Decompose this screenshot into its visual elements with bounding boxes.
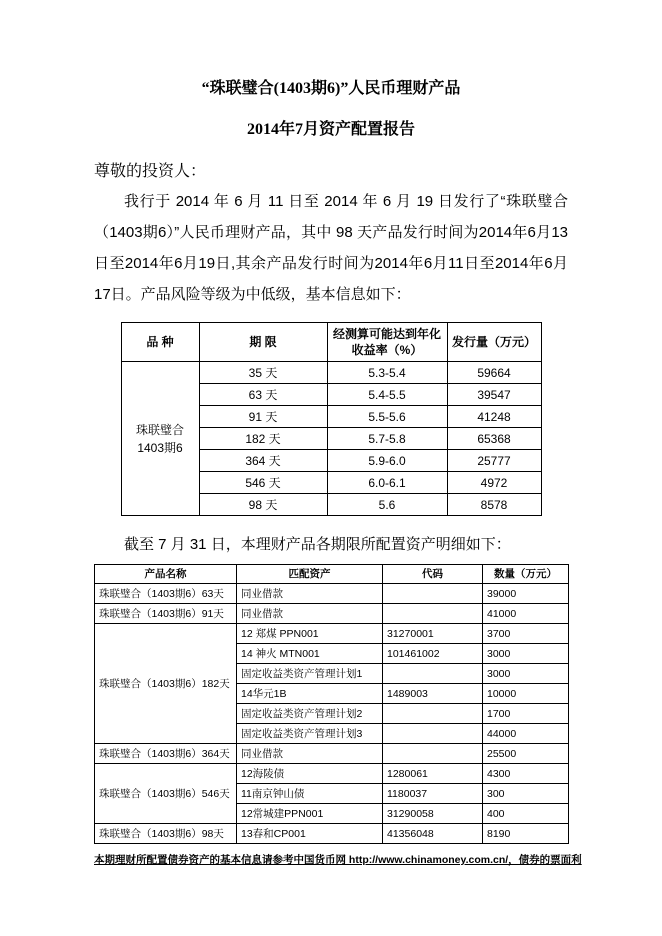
rate-cell: 6.0-6.1 (327, 472, 447, 494)
table-row (95, 824, 569, 844)
asset-cell: 12 郑煤 PPN001 (237, 624, 383, 644)
col-header-quantity: 数量（万元） (483, 565, 569, 584)
qty-cell: 1700 (483, 704, 569, 724)
col-header-product-name: 产品名称 (95, 565, 237, 584)
table-row (95, 584, 569, 604)
code-cell: 101461002 (383, 644, 483, 664)
asset-cell: 同业借款 (237, 604, 383, 624)
rate-cell: 5.6 (327, 494, 447, 516)
asset-cell: 12常城建PPN001 (237, 804, 383, 824)
greeting-line: 尊敬的投资人： (94, 163, 207, 180)
allocation-table (94, 564, 569, 844)
asset-cell: 固定收益类资产管理计划2 (237, 704, 383, 724)
asset-cell: 固定收益类资产管理计划3 (237, 724, 383, 744)
col-header-matched-asset: 匹配资产 (237, 565, 383, 584)
qty-cell: 3700 (483, 624, 569, 644)
asset-cell: 11南京钟山债 (237, 784, 383, 804)
code-cell (383, 664, 483, 684)
qty-cell: 25500 (483, 744, 569, 764)
term-cell: 63 天 (199, 384, 327, 406)
rate-cell: 5.4-5.5 (327, 384, 447, 406)
volume-cell: 4972 (447, 472, 541, 494)
asset-cell: 13春和CP001 (237, 824, 383, 844)
product-name-cell: 珠联璧合 1403期6 (121, 362, 199, 516)
volume-cell: 39547 (447, 384, 541, 406)
asset-cell: 同业借款 (237, 584, 383, 604)
volume-cell: 65368 (447, 428, 541, 450)
product-cell: 珠联璧合（1403期6）63天 (95, 584, 237, 604)
term-cell: 182 天 (199, 428, 327, 450)
code-cell (383, 744, 483, 764)
product-cell: 珠联璧合（1403期6）98天 (95, 824, 237, 844)
footer-note: 本期理财所配置债券资产的基本信息请参考中国货币网 http://www.chinamoney.com.cn/，债券的票面利 (94, 854, 582, 866)
code-cell (383, 724, 483, 744)
code-cell: 41356048 (383, 824, 483, 844)
col-header-code: 代码 (383, 565, 483, 584)
product-cell: 珠联璧合（1403期6）91天 (95, 604, 237, 624)
asset-cell: 14 神火 MTN001 (237, 644, 383, 664)
product-cell: 珠联璧合（1403期6）364天 (95, 744, 237, 764)
table-row (95, 764, 569, 784)
table-row (95, 624, 569, 644)
col-header-volume: 发行量（万元） (447, 323, 541, 362)
qty-cell: 8190 (483, 824, 569, 844)
volume-cell: 25777 (447, 450, 541, 472)
qty-cell: 44000 (483, 724, 569, 744)
document-title: “珠联璧合(1403期6)”人民币理财产品 (201, 80, 461, 97)
qty-cell: 300 (483, 784, 569, 804)
code-cell: 31290058 (383, 804, 483, 824)
volume-cell: 41248 (447, 406, 541, 428)
asset-cell: 14华元1B (237, 684, 383, 704)
asset-cell: 同业借款 (237, 744, 383, 764)
issuance-table-header-row (121, 323, 541, 362)
allocation-intro: 截至 7 月 31 日，本理财产品各期限所配置资产明细如下： (124, 536, 511, 553)
asset-cell: 固定收益类资产管理计划1 (237, 664, 383, 684)
allocation-table-header-row (95, 565, 569, 584)
term-cell: 364 天 (199, 450, 327, 472)
product-cell: 珠联璧合（1403期6）182天 (95, 624, 237, 744)
code-cell (383, 704, 483, 724)
intro-paragraph: 我行于 2014 年 6 月 11 日至 2014 年 6 月 19 日发行了“珠联璧合（1403期6）”人民币理财产品，其中 98 天产品发行时间为2014年6月13日至2014年6月19日,其余产品发行时间为2014年6月11日至2014年6月17日。产品风险等级为中低级，基本信息如下： (94, 193, 568, 303)
qty-cell: 4300 (483, 764, 569, 784)
volume-cell: 59664 (447, 362, 541, 384)
qty-cell: 400 (483, 804, 569, 824)
document-subtitle: 2014年7月资产配置报告 (246, 121, 415, 138)
term-cell: 546 天 (199, 472, 327, 494)
col-header-term: 期 限 (199, 323, 327, 362)
qty-cell: 41000 (483, 604, 569, 624)
table-row (95, 744, 569, 764)
code-cell: 1280061 (383, 764, 483, 784)
col-header-rate: 经测算可能达到年化收益率（%） (327, 323, 447, 362)
qty-cell: 3000 (483, 664, 569, 684)
code-cell: 1180037 (383, 784, 483, 804)
issuance-table (121, 322, 542, 516)
asset-cell: 12海陵债 (237, 764, 383, 784)
rate-cell: 5.9-6.0 (327, 450, 447, 472)
code-cell: 31270001 (383, 624, 483, 644)
code-cell (383, 604, 483, 624)
term-cell: 91 天 (199, 406, 327, 428)
rate-cell: 5.5-5.6 (327, 406, 447, 428)
qty-cell: 39000 (483, 584, 569, 604)
term-cell: 98 天 (199, 494, 327, 516)
table-row (121, 362, 541, 384)
term-cell: 35 天 (199, 362, 327, 384)
rate-cell: 5.7-5.8 (327, 428, 447, 450)
product-cell: 珠联璧合（1403期6）546天 (95, 764, 237, 824)
qty-cell: 3000 (483, 644, 569, 664)
rate-cell: 5.3-5.4 (327, 362, 447, 384)
qty-cell: 10000 (483, 684, 569, 704)
code-cell (383, 584, 483, 604)
volume-cell: 8578 (447, 494, 541, 516)
code-cell: 1489003 (383, 684, 483, 704)
table-row (95, 604, 569, 624)
col-header-variety: 品 种 (121, 323, 199, 362)
